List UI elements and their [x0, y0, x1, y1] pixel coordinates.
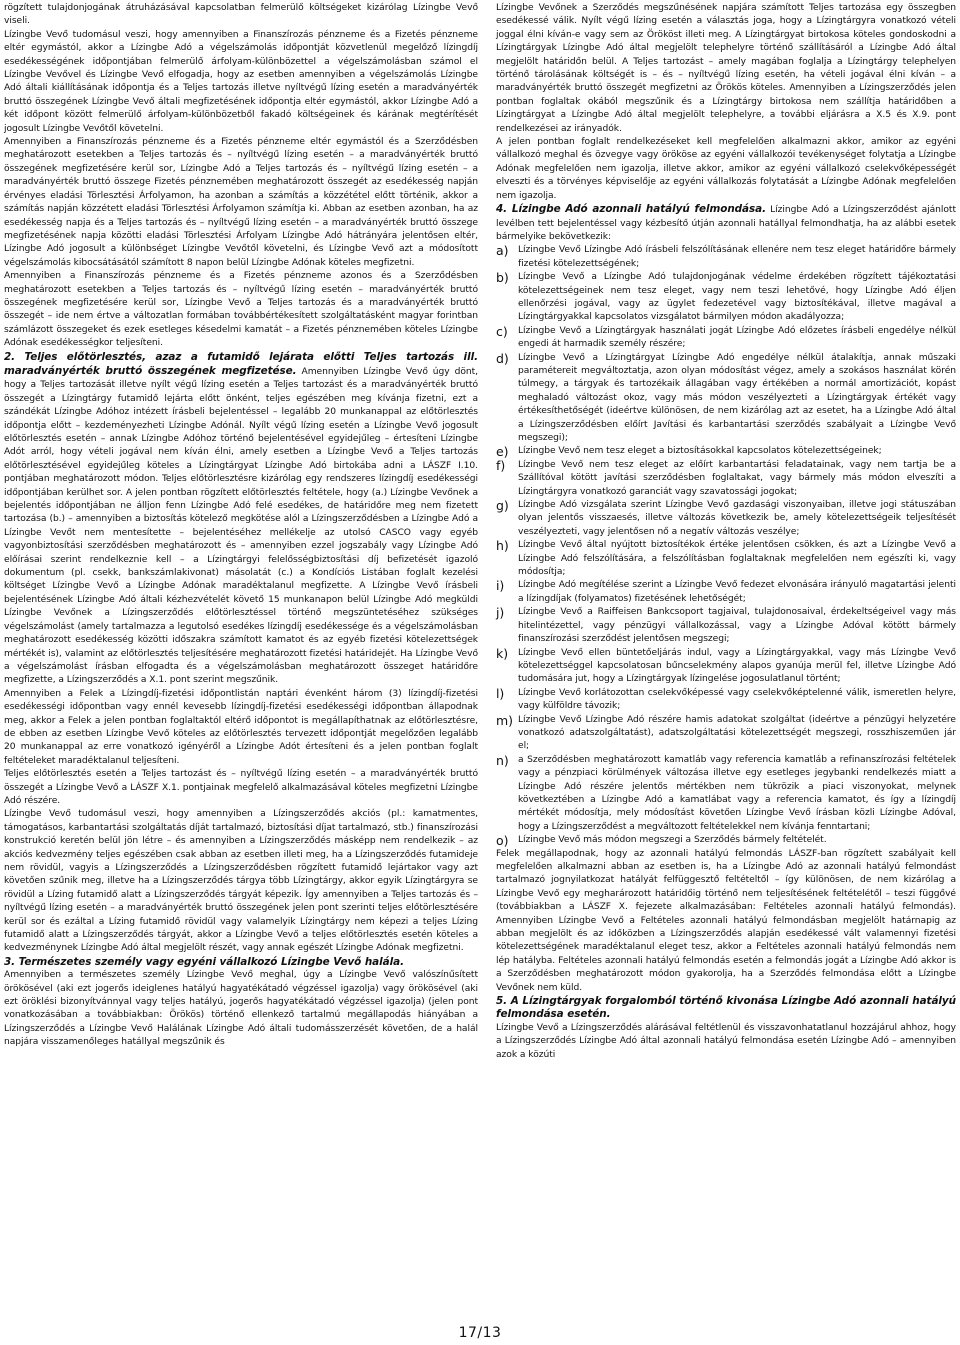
list-item — [496, 459, 956, 499]
list-item — [496, 352, 956, 446]
list-item — [496, 539, 956, 579]
list-item — [496, 647, 956, 687]
left-column — [4, 2, 478, 1050]
list-letter: g) — [496, 498, 509, 514]
list-item-text: Lízingbe Vevő nem tesz eleget az előírt karbantartási feladatainak, vagy nem tartja be a Szállítóval kötött javítási szerződésben foglaltakat, vagy bármely más módon elveszíti a Lízingtárgyra vonatkozó garanciát vagy szavatossági jogokat; — [518, 459, 956, 497]
paragraph: A jelen pontban foglalt rendelkezéseket kell megfelelően alkalmazni akkor, amikor az egyéni vállalkozó meghal és özvegye vagy örököse az egyéni vállalkozói tevékenységet folytatja a Lízingbe Adónak megfelelően nem igazolja, illetve akkor, amikor az egyéni vállalkozó cselekvőképességét elveszti és a törvényes képviselője az egyéni vállalkozás folytatását a Lízingbe Adónak megfelelően nem igazolja. — [496, 137, 956, 201]
list-item-text: a Szerződésben meghatározott kamatláb vagy referencia kamatláb a refinanszírozási feltételek vagy a pénzpiaci körülmények változása illetve egy esetleges jegybanki rendelkezés miatt a Lízingbe Adó részére jelentős mértékben nem tükrözik a piaci viszonyokat, melynek következtében a Lízingbe Adó a kamatlábat vagy a referencia kamatot, és így a lízingdíj mértékét módosítja, mely módosítást követően Lízingbe Vevő írásban közli Lízingbe Adóval, hogy a Lízingszerződést a megváltozott feltételekkel nem kívánja fenntartani; — [518, 754, 956, 832]
paragraph: Amennyiben a Felek a Lízingdíj-fizetési időpontlistán naptári évenként három (3) lízingdíj-fizetési esedékességi időpontban vagy ennél kevesebb lízingdíj-fizetési esedékességi időpontban állapodnak meg, akkor a Felek a jelen pontban foglaltaktól eltérő időpontot is megállapíthatnak az előtörlesztésre, de ebben az esetben Lízingbe Vevő köteles az előtörlesztés tervezett időpontját megelőzően legalább 20 munkanappal az erre vonatkozó igényéről a Lízingbe Adót értesíteni és a jelen pontban foglalt feltételeket maradéktalanul teljesíteni. — [4, 688, 478, 766]
list-letter: h) — [496, 538, 509, 554]
list-letter: b) — [496, 270, 509, 286]
list-item-text: Lízingbe Vevő nem tesz eleget a biztosításokkal kapcsolatos kötelezettségeinek; — [518, 446, 882, 457]
list-item — [496, 271, 956, 325]
paragraph: rögzített tulajdonjogának átruházásával kapcsolatban felmerülő költségeket kizárólag Lízingbe Vevő viseli. — [4, 3, 478, 27]
list-item-text: Lízingbe Vevő más módon megszegi a Szerződés bármely feltételét. — [518, 835, 827, 846]
list-letter: c) — [496, 323, 508, 339]
list-item-text: Lízingbe Vevő a Raiffeisen Bankcsoport tagjaival, tulajdonosaival, érdekeltségeivel vagy más hitelintézettel, vagy pénzügyi vállalkozással, vagy a Lízingbe Adóval kötött bármely finanszírozási szerződést jelentősen megszegi; — [518, 607, 956, 645]
section-heading-4: 4. Lízingbe Adó azonnali hatályú felmondása. — [496, 203, 767, 216]
paragraph: Amennyiben a természetes személy Lízingbe Vevő meghal, úgy a Lízingbe Vevő valószínűsített örökösével (aki ezt jogerős ideiglenes hatályú hagyatékátadó végzéssel igazolja) vagy örökösével (aki ezt öröklési bizonyítvánnyal vagy teljes hatályú, jogerős hagyatékátadó végzéssel igazolja) (jelen pont vonatkozásában a továbbiakban: Örökös) történő ellenkező tartalmú megállapodás hiányában a Lízingszerződés a Lízingbe Vevő Halálának Lízingbe Adó általi tudomásszerzését követően, de a halál napjára visszamenőleges hatállyal megszűnik és — [4, 970, 478, 1048]
list-item-text: Lízingbe Vevő korlátozottan cselekvőképessé vagy cselekvőképtelenné válik, ismeretlen helyre, vagy külföldre távozik; — [518, 687, 956, 712]
paragraph: Lízingbe Vevő tudomásul veszi, hogy amennyiben a Lízingszerződés akciós (pl.: kamatmentes, támogatásos, karbantartási szolgáltatás díját tartalmazó, biztosítási díjat tartalmazó, stb.) finanszírozási konstrukció keretén belül jön létre – és amennyiben a Lízingszerződés másképp nem rendelkezik – az akciós kedvezmény teljes egészében csak abban az esetben illeti meg, ha a Lízingszerződés futamideje nem rövidül, vagyis a Lízingszerződés a Lízingszerződésben rögzített futamidő lejártakor vagy azt követően szűnik meg, illetve ha a Lízingszerződés tárgya több Lízingtárgy, akkor egyik Lízingtárgyra se rövidül a Lízing futamidő alatt a Lízingszerződés tárgyát képezik. Így amennyiben a Teljes tartozás és – nyíltvégű lízing esetén – a maradványérték bruttó összegének jelen pont szerinti teljes előtörlesztésére kerül sor és ezáltal a Lízing futamidő rövidül vagy valamelyik Lízingtárgy nem képezi a teljes Lízing futamidő alatt a Lízingszerződés tárgyát, akkor a Lízingbe Vevő a teljes előtörlesztés esetén köteles a kedvezménynek Lízingbe Adó által megjelölt részét, vagy annak egészét Lízingbe Adónak megfizetni. — [4, 809, 478, 954]
list-letter: i) — [496, 578, 505, 594]
list-item — [496, 714, 956, 754]
paragraph: Lízingbe Vevőnek a Szerződés megszűnésének napjára számított Teljes tartozása egy összegben esedékessé válik. Nyílt végű lízing esetén a választás joga, hogy a Lízingtárgyra vonatkozó vételi joggal élni kíván-e vagy sem az Örököst illeti meg. A Lízingtárgyat birtokosa köteles gondoskodni a Lízingtárgyak Lízingbe Adó által megjelölt telephelyre történő szállításáról a Lízingbe Adó által megjelölt határidőn belül. A Teljes tartozást – amely magában foglalja a Lízingtárgy telephelyen történő tárolásának költségét is – és – nyíltvégű lízing esetén, ha vételi jogával élni kíván – a maradványérték bruttó összegét megfizetni az Örökös köteles. Amennyiben a Lízingszerződés jelen pontban foglaltak okából megszűnik és a Lízingtárgy birtokosa nem szállítja határidőben a Lízingtárgyat a Lízingbe Adó által megjelölt telephelyre, a további eljárásra a X.5 és X.9. pont rendelkezései az irányadók. — [496, 3, 956, 134]
list-item — [496, 579, 956, 606]
section-heading-3: 3. Természetes személy vagy egyéni vállalkozó Lízingbe Vevő halála. — [4, 955, 404, 968]
list-item-text: Lízingbe Vevő által nyújtott biztosítékok értéke jelentősen csökken, és azt a Lízingbe Vevő a Lízingbe Adó felszólítására, a felszólításban foglaltaknak megfelelően nem egészíti ki, vagy módosítja; — [518, 540, 956, 578]
list-letter: d) — [496, 350, 509, 366]
list-item-text: Lízingbe Vevő a Lízingtárgyak használati jogát Lízingbe Adó előzetes írásbeli engedélye nélkül engedi át harmadik személy részére; — [518, 325, 956, 350]
right-column — [496, 2, 956, 1062]
section-heading-2: 2. Teljes előtörlesztés, azaz a futamidő lejárata előtti Teljes tartozás ill. maradványérték bruttó összegének megfizetése. — [4, 350, 478, 377]
list-letter: m) — [496, 712, 513, 728]
section-4-block — [496, 203, 956, 244]
paragraph: Felek megállapodnak, hogy az azonnali hatályú felmondás LÁSZF-ban rögzített szabályait kell megfelelően alkalmazni abban az esetben is, ha a Lízingbe Adó az azonnali hatályú felmondást tartalmazó jognyilatkozat hatályát felfüggesztő feltételtől – így különösen, de nem kizárólag a Lízingbe Vevő egy megharározott határidőig történő nem teljesítésének feltételétől – teszi függővé (továbbiakban a LÁSZF X. fejezete alkalmazásában: Feltételes azonnali hatályú felmondás). Amennyiben Lízingbe Vevő a Feltételes azonnali hatályú felmondásban megjelölt határnapig az abban megjelölt és az időközben a Lízingszerződés alapján esedékessé vált valamennyi fizetési kötelezettségének maradéktalanul eleget tesz, akkor a Feltételes azonnali hatályú felmondás nem lép hatályba. Feltételes azonnali hatályú felmondás esetén a felmondás jogát a Lízingbe Adó akkor is a Szerződésben meghatározott módon gyakorolja, ha a Szerződés felmondása előtt a Lízingbe Vevőnek nem küld. — [496, 848, 956, 993]
list-letter: e) — [496, 444, 509, 460]
list-letter: f) — [496, 457, 506, 473]
list-letter: k) — [496, 645, 509, 661]
paragraph: Amennyiben a Finanszírozás pénzneme és a Fizetés pénzneme eltér egymástól és a Szerződésben meghatározott esetekben a Teljes tartozás és – nyíltvégű lízing esetén – a maradványérték bruttó összegének megfizetésére kerül sor, Lízingbe Adó a Teljes tartozás és – nyíltvégű lízing esetén – a maradványérték bruttó összege Fizetés pénznemében meghatározott összegét az esedékesség napján érvényes eladási Törlesztési Árfolyamon, ha azonban a számítás a közzététel előtt történik, akkor a számítás napján közzétett eladási Törlesztési Árfolyamon számítja ki. Abban az esetben azonban, ha az esedékesség napja és a Teljes tartozás és – nyíltvégű lízing esetén – a maradványérték bruttó összege megfizetésének napja közötti eladási Törlesztési Árfolyam Lízingbe Adó hátrányára jelentősen eltér, Lízingbe Adó jogosult a különbséget Lízingbe Vevőtől követelni, és Lízingbe Vevő azt a módosított végelszámolás kibocsátásától számított 8 napon belül Lízingbe Adónak köteles megfizetni. — [4, 137, 478, 268]
list-item — [496, 499, 956, 539]
paragraph: Lízingbe Vevő tudomásul veszi, hogy amennyiben a Finanszírozás pénzneme és a Fizetés pénzneme eltér egymástól, akkor a Lízingbe Adó a végelszámolás időpontját közvetlenül megelőző lízingdíj esedékességének időpontjában felmerülő árfolyam-különbözettel a végelszámolásban számol el Lízingbe Vevővel és Lízingbe Vevő elfogadja, hogy az esetben amennyiben a végelszámolás Lízingbe Adó általi kiállításának időpontja és a Teljes tartozás illetve nyíltvégű lízing esetén a maradványérték bruttó összegének Lízingbe Vevő általi megfizetésének időpontja eltér egymástól, akkor Lízingbe Adó a két időpont között felmerülő árfolyam-különbözetből fakadó költségeinek és kárának megtérítését jogosult Lízingbe Vevőtől követelni. — [4, 29, 478, 134]
list-item-text: Lízingbe Vevő ellen büntetőeljárás indul, vagy a Lízingtárgyakkal, vagy más Lízingbe Vevő kötelezettséggel kapcsolatosan bűncselekmény alapos gyanúja merül fel, illetve Lízingbe Adó tudomására jut, hogy a Lízingtárgyak lízingelése jogosulatlanul történt; — [518, 647, 956, 685]
list-letter: o) — [496, 833, 509, 849]
list-item — [496, 445, 956, 458]
list-item-text: Lízingbe Vevő Lízingbe Adó írásbeli felszólításának ellenére nem tesz eleget határidőre bármely fizetési kötelezettségének; — [518, 245, 956, 269]
list-item-text: Lízingbe Adó megítélése szerint a Lízingbe Vevő fedezet elvonására irányuló magatartási jelenti a lízingdíjak (folyamatos) fizetésének lehetőségét; — [518, 580, 956, 604]
list-item — [496, 687, 956, 714]
list-item — [496, 834, 956, 847]
paragraph: Teljes előtörlesztés esetén a Teljes tartozást és – nyíltvégű lízing esetén – a maradványérték bruttó összegét a Lízingbe Vevő a LÁSZF X.1. pontjainak megfelelő alkalmazásával köteles megfizetni Lízingbe Adó részére. — [4, 769, 478, 806]
list-item-text: Lízingbe Vevő a Lízingbe Adó tulajdonjogának védelme érdekében rögzített tájékoztatási kötelezettségeinek nem tesz eleget, vagy nem teszi lehetővé, hogy Lízingbe Adó éljen ellenőrzési jogával, vagy az ügylet fedezetével vagy biztosítékával, illetve magával a Lízingtárgyakkal kapcsolatos vizsgálatot bármilyen módon akadályozza; — [518, 272, 956, 323]
section-4-text: Lízingbe Adó a Lízingszerződést ajánlott levélben tett bejelentéssel vagy kézbesítő útján azonnali hatállyal felmondhatja, ha az alábbi esetek bármelyike bekövetkezik: — [496, 205, 956, 242]
paragraph: Lízingbe Vevő a Lízingszerződés alárásával feltétlenül és visszavonhatatlanul hozzájárul ahhoz, hogy a Lízingszerződés Lízingbe Adó által azonnali hatályú felmondása esetén Lízingbe Adó – amennyiben azok a közúti — [496, 1022, 956, 1060]
list-letter: j) — [496, 605, 505, 621]
section-heading-5: 5. A Lízingtárgyak forgalomból történő kivonása Lízingbe Adó azonnali hatályú felmondása esetén. — [496, 995, 956, 1021]
termination-cases-list — [496, 244, 956, 847]
list-item — [496, 244, 956, 271]
list-item-text: Lízingbe Vevő Lízingbe Adó részére hamis adatokat szolgáltat (ideértve a pénzügyi helyzetére vonatkozó adatszolgáltatást), adatszolgáltatási kötelezettségét megszegi, rosszhiszeműen jár el; — [518, 714, 956, 752]
list-letter: l) — [496, 685, 505, 701]
page-number: 17/13 — [458, 1325, 502, 1341]
section-2-text: Amennyiben Lízingbe Vevő úgy dönt, hogy a Teljes tartozását illetve nyílt végű lízing esetén a Teljes tartozást és a maradványérték bruttó összegét a Lízingtárgy futamidő lejárta előtt önként, teljes egészében meg kívánja fizetni, ezt a szándékát Lízingbe Adóhoz intézett írásbeli bejelentéssel – legalább 20 munkanappal az előtörlesztés időpontja előtt – kezdeményezheti Lízingbe Adónál. Nyílt végű lízing esetén a Lízingbe Vevő jogosult előtörlesztés esetén – annak Lízingbe Adóhoz történő bejelentésével egyidejűleg – értesíteni Lízingbe Adót arról, hogy vételi jogával nem kíván élni, amely esetben a Lízingbe Vevő a Teljes tartozás előtörlesztésével egyidejűleg köteles a Lízingtárgyat Lízingbe Adó birtokába adni a LÁSZF I.10. pontjában meghatározott módon. Teljes előtörlesztésre kizárólag egy rendszeres lízingdíj esedékességi időpontjában kerülhet sor. A jelen pontban rögzített előtörlesztés feltétele, hogy (a.) Lízingbe Vevőnek a bejelentés időpontjában ne álljon fenn Lízingbe Adó felé esedékes, de határidőre meg nem fizetett tartozása (b.) – amennyiben a biztosítás kötelező megkötése alól a Lízingszerződésben a Lízingbe Adó a Lízingbe Vevőt nem mentesítette – bejelentéséhez mellékelje az utolsó CASCO vagy egyéb vagyonbiztosítási szerződésben meghatározott és – amennyiben ezzel jogszabály vagy Lízingbe Adó előírásai szerint rendelkeznie kell – a Lízingtárgyi felelősségbiztosítási díj befizetését igazoló dokumentum (pl. csekk, bankszámlakivonat) másolatát (c.) a Kondíciós Listában foglalt kezelési költséget Lízingbe Vevő a Lízingbe Adónak maradéktalanul megfizette. A Lízingbe Vevő írásbeli bejelentésének Lízingbe Adó általi kézhezvételét követő 15 munkanapon belül Lízingbe Adó megküldi Lízingbe Vevőnek a Lízingszerződés előtörlesztéssel történő megszüntetéséhez szükséges végelszámolást (amely tartalmazza a legutolsó esedékes lízingdíj esedékessége és a végelszámolásban meghatározott esedékesség közötti időszakra számított kamatot és az egyéb fizetési kötelezettségek mértékét is), valamint az előtörlesztés teljesítésére meghatározott fizetési határidejét. Ha Lízingbe Vevő a végelszámolást írásban elfogadta és a végelszámolásban meghatározott összeget határidőre megfizette, a Lízingszerződés a X.1. pont szerint megszűnik. — [4, 366, 478, 686]
list-item-text: Lízingbe Adó vizsgálata szerint Lízingbe Vevő gazdasági viszonyaiban, illetve jogi státuszában olyan jelentős visszaesés, illetve változás következik be, amely kötelezettségeik teljesítését veszélyezteti, vagy jelentősen nő a negatív változás veszélye; — [518, 500, 956, 537]
list-letter: a) — [496, 243, 509, 259]
paragraph: Amennyiben a Finanszírozás pénzneme és a Fizetés pénzneme azonos és a Szerződésben meghatározott esetekben a Teljes tartozás és – nyíltvégű lízing esetén – maradványérték bruttó összegének megfizetésére kerül sor, Lízingbe Vevő a Teljes tartozás és a maradványérték bruttó összegét – ide nem értve a változatlan formában továbbértékesített szolgáltatásként magyar forintban számlázott összegeket és ezek esetleges késedelmi kamatát – a Fizetés pénznemében köteles Lízingbe Adónak esedékességkor teljesíteni. — [4, 271, 478, 349]
list-item — [496, 325, 956, 352]
list-letter: n) — [496, 752, 509, 768]
list-item-text: Lízingbe Vevő a Lízingtárgyat Lízingbe Adó engedélye nélkül átalakítja, annak műszaki paramétereit megváltoztatja, azon olyan módosítást végez, amely a szokásos használat körén túlmegy, a tárgyak és tartozékaik állagában vagy értékében a normál amortizációt, kopást meghaladó változást okoz, vagy más módon veszélyezteti a Lízingtárgyak értékét vagy értékesíthetőségét (ideértve különösen, de nem kizárólag azt az esetet, ha a Lízingbe Adó által a Lízingszerződésben előírt Javítási és karbantartási szerződés szabályait a Lízingbe Vevő megszegi); — [518, 352, 956, 443]
list-item — [496, 754, 956, 834]
section-2-block — [4, 351, 478, 688]
list-item — [496, 606, 956, 646]
